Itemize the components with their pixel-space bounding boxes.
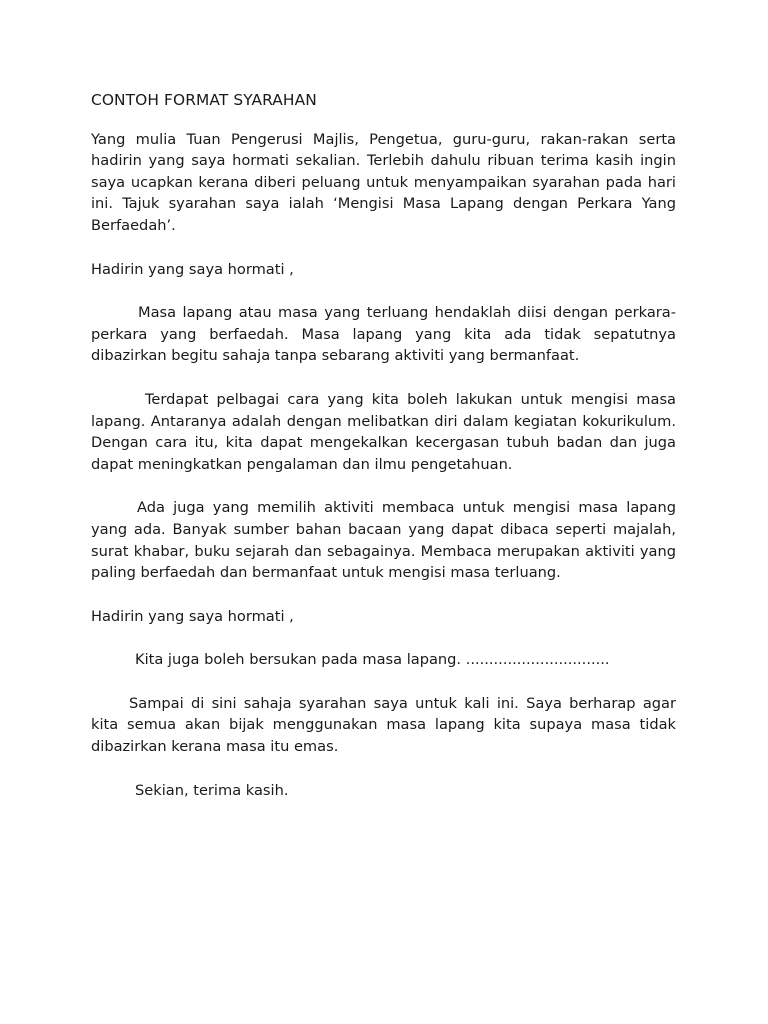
sign-off: Sekian, terima kasih. <box>135 781 289 799</box>
body-paragraph: Masa lapang atau masa yang terluang hendaklah diisi dengan perkara-perkara yang berfaedah. Masa lapang yang kita ada tidak sepatutnya dibazirkan begitu sahaja tanpa sebarang aktiviti yang bermanfaat. <box>91 304 676 365</box>
document-title: CONTOH FORMAT SYARAHAN <box>91 91 317 109</box>
opening-paragraph: Yang mulia Tuan Pengerusi Majlis, Pengetua, guru-guru, rakan-rakan serta hadirin yang saya hormati sekalian. Terlebih dahulu ribuan terima kasih ingin saya ucapkan kerana diberi peluang untuk menyampaikan syarahan pada hari ini. Tajuk syarahan saya ialah ‘Mengisi Masa Lapang dengan Perkara Yang Berfaedah’. <box>91 130 676 234</box>
document-page <box>91 90 676 823</box>
salutation: Hadirin yang saya hormati , <box>91 260 294 278</box>
body-paragraph: Kita juga boleh bersukan pada masa lapang. ............................... <box>135 651 610 669</box>
body-paragraph: Ada juga yang memilih aktiviti membaca untuk mengisi masa lapang yang ada. Banyak sumber bahan bacaan yang dapat dibaca seperti majalah, surat khabar, buku sejarah dan sebagainya. Membaca merupakan aktiviti yang paling berfaedah dan bermanfaat untuk mengisi masa terluang. <box>91 499 676 582</box>
salutation: Hadirin yang saya hormati , <box>91 607 294 625</box>
body-paragraph: Terdapat pelbagai cara yang kita boleh lakukan untuk mengisi masa lapang. Antaranya adalah dengan melibatkan diri dalam kegiatan kokurikulum. Dengan cara itu, kita dapat mengekalkan kecergasan tubuh badan dan juga dapat meningkatkan pengalaman dan ilmu pengetahuan. <box>91 390 676 473</box>
closing-paragraph: Sampai di sini sahaja syarahan saya untuk kali ini. Saya berharap agar kita semua akan bijak menggunakan masa lapang kita supaya masa tidak dibazirkan kerana masa itu emas. <box>91 694 676 756</box>
